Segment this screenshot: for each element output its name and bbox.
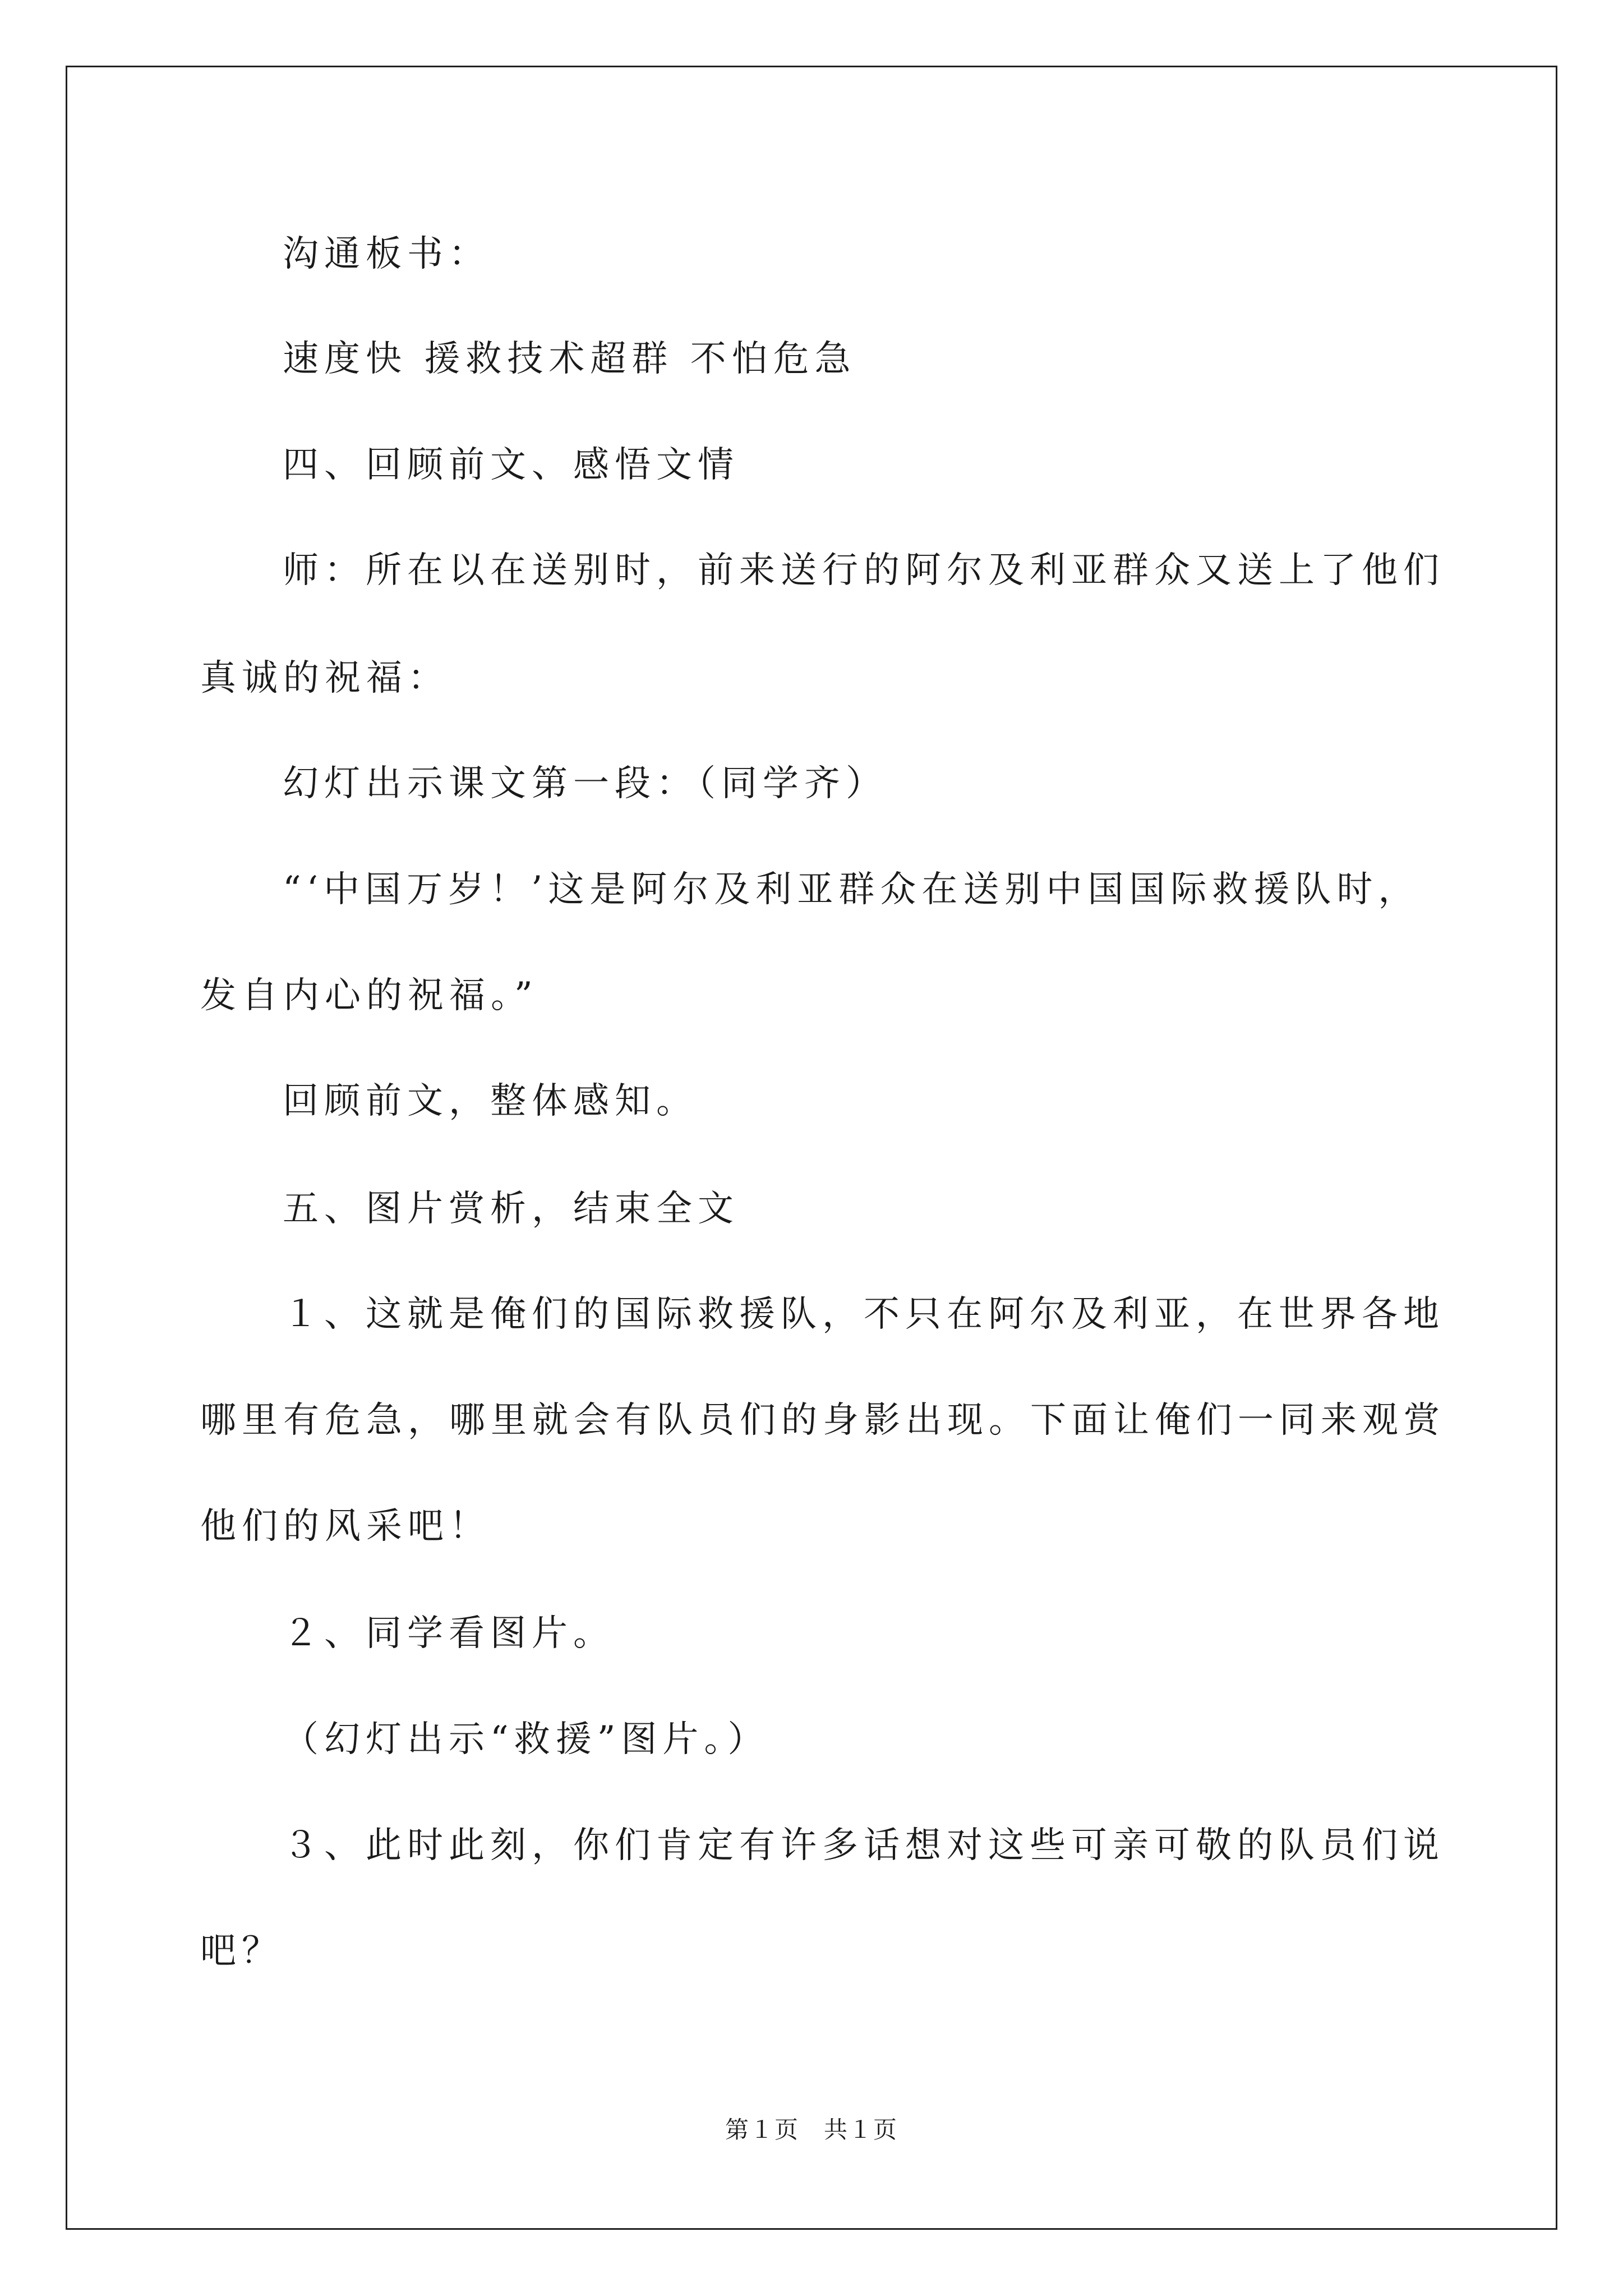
text-line: １、这就是俺们的国际救援队，不只在阿尔及利亚，在世界各地 — [283, 1294, 1445, 1335]
text-line: 他们的风采吧！ — [200, 1506, 491, 1547]
section-heading: 四、回顾前文、感悟文情 — [283, 444, 739, 486]
text-line: 真诚的祝福： — [200, 657, 449, 699]
text-line: 幻灯出示课文第一段：（同学齐） — [283, 763, 887, 804]
text-line: 沟通板书： — [283, 233, 490, 275]
section-heading: 五、图片赏析，结束全文 — [283, 1188, 739, 1230]
text-line: 师：所在以在送别时，前来送行的阿尔及利亚群众又送上了他们 — [283, 550, 1445, 591]
text-line: 速度快 援救技术超群 不怕危急 — [283, 338, 856, 380]
text-line: “‘中国万岁！’这是阿尔及利亚群众在送别中国国际救援队时， — [283, 869, 1420, 910]
text-line: 吧？ — [200, 1930, 283, 1972]
text-line: 回顾前文，整体感知。 — [283, 1080, 698, 1122]
text-line: ３、此时此刻，你们肯定有许多话想对这些可亲可敬的队员们说 — [283, 1825, 1445, 1866]
page-footer: 第１页 共１页 — [725, 2116, 898, 2143]
text-line: 发自内心的祝福。” — [200, 975, 538, 1016]
text-line: （幻灯出示“救援”图片。） — [283, 1719, 769, 1760]
text-line: ２、同学看图片。 — [283, 1613, 615, 1654]
text-line: 哪里有危急，哪里就会有队员们的身影出现。下面让俺们一同来观赏 — [200, 1400, 1445, 1441]
